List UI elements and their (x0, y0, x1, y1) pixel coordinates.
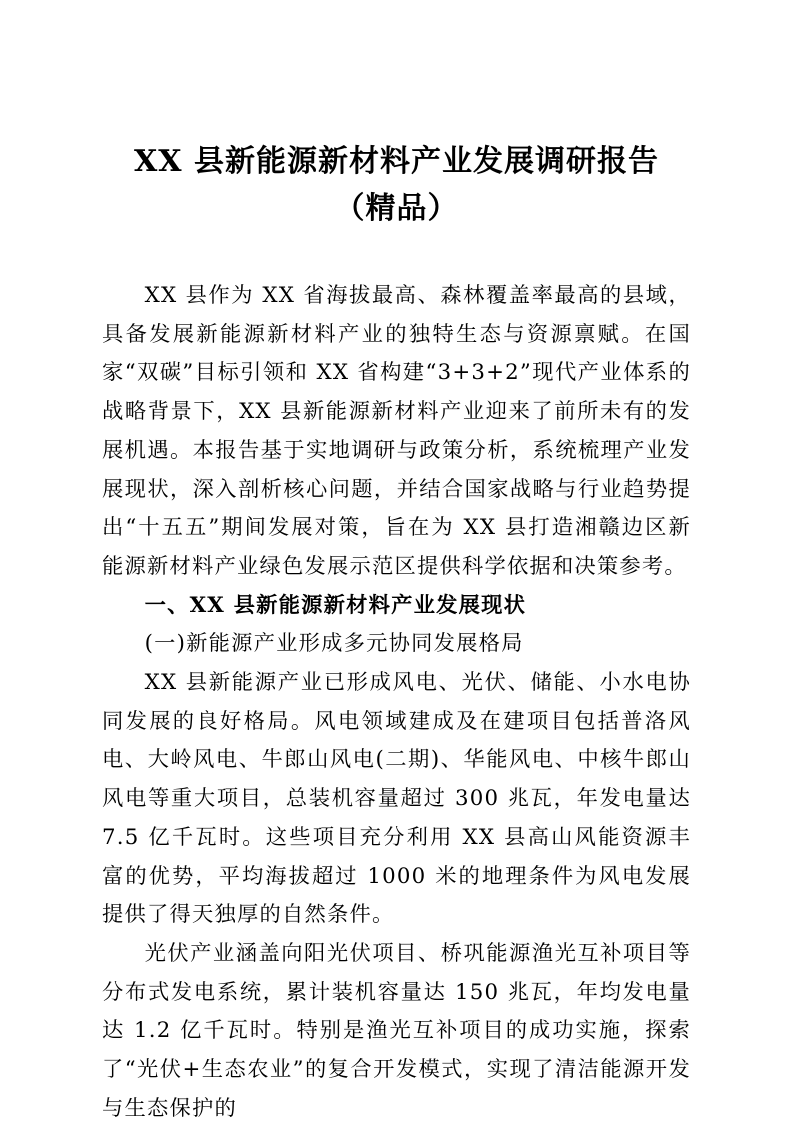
document-title-line2: （精品） (334, 191, 459, 226)
document-title (102, 138, 691, 232)
section-heading-current-status: 一、XX 县新能源新材料产业发展现状 (144, 592, 527, 618)
paragraph-wind-power: XX 县新能源产业已形成风电、光伏、储能、小水电协同发展的良好格局。风电领域建成及在建项目包括普洛风电、大岭风电、牛郎山风电(二期)、华能风电、中核牛郎山风电等重大项目，总装机容量超过 300 兆瓦，年发电量达 7.5 亿千瓦时。这些项目充分利用 XX 县高山风能资源丰富的优势，平均海拔超过 1000 米的地理条件为风电发展提供了得天独厚的自然条件。 (102, 670, 691, 928)
document-title-line1: XX 县新能源新材料产业发展调研报告 (134, 144, 659, 179)
paragraph-introduction: XX 县作为 XX 省海拔最高、森林覆盖率最高的县域，具备发展新能源新材料产业的独特生态与资源禀赋。在国家“双碳”目标引领和 XX 省构建“3+3+2”现代产业体系的战略背景下，XX 县新能源新材料产业迎来了前所未有的发展机遇。本报告基于实地调研与政策分析，系统梳理产业发展现状，深入剖析核心问题，并结合国家战略与行业趋势提出“十五五”期间发展对策，旨在为 XX 县打造湘赣边区新能源新材料产业绿色发展示范区提供科学依据和决策参考。 (102, 283, 691, 579)
paragraph-solar-power: 光伏产业涵盖向阳光伏项目、桥巩能源渔光互补项目等分布式发电系统，累计装机容量达 150 兆瓦，年均发电量达 1.2 亿千瓦时。特别是渔光互补项目的成功实施，探索了“光伏+生态农业”的复合开发模式，实现了清洁能源开发与生态保护的 (102, 940, 691, 1121)
subsection-heading-new-energy-pattern: (一)新能源产业形成多元协同发展格局 (144, 631, 524, 657)
